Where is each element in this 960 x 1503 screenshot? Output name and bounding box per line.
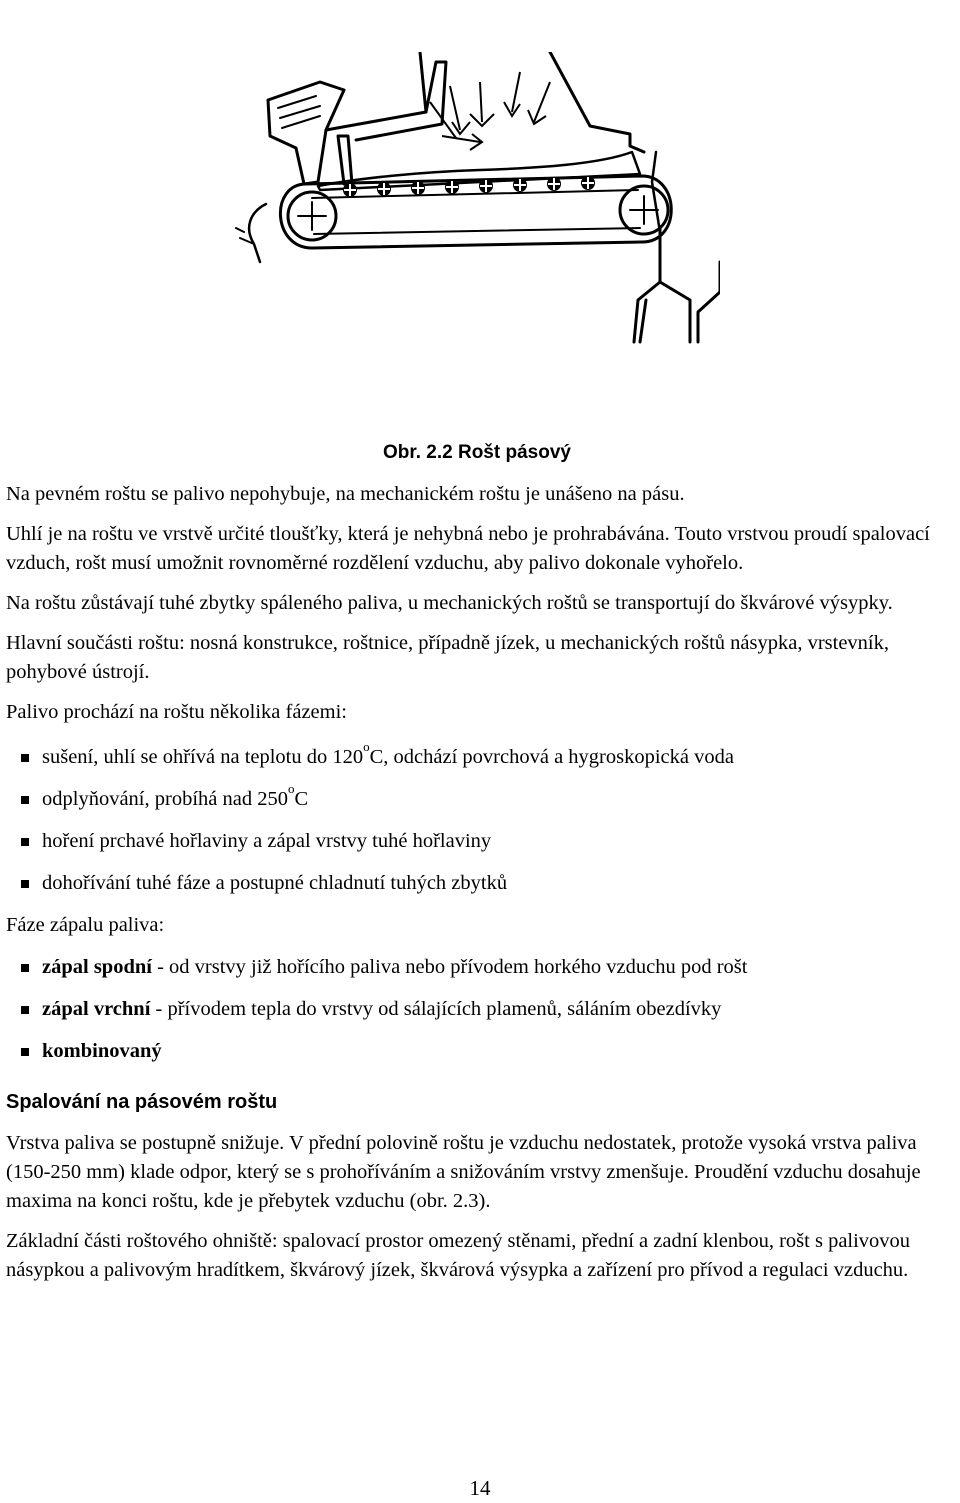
list-item: zápal spodní - od vrstvy již hořícího paliva nebo přívodem horkého vzduchu pod rošt xyxy=(6,953,954,982)
ignition-intro: Fáze zápalu paliva: xyxy=(6,914,165,936)
paragraph-5: Palivo prochází na roštu několika fázemi: xyxy=(6,701,347,723)
page-number: 14 xyxy=(469,1476,491,1500)
front-arch xyxy=(326,62,446,140)
flame-arrows xyxy=(430,72,550,150)
chain-grate-diagram xyxy=(220,52,720,352)
rear-wall xyxy=(550,52,644,152)
section-paragraph-1: Vrstva paliva se postupně snižuje. V přední polovině roštu je vzduchu nedostatek, protože vysoká vrstva paliva (150-250 mm) klade odpor, který se s prohoříváním a snižováním vrstvy zmenšuje. Proudění vzduchu dosahuje maxima na konci roštu, kde je přebytek vzduchu (obr. 2.3). xyxy=(6,1132,921,1212)
ash-hopper xyxy=(634,228,720,342)
list-item: kombinovaný xyxy=(6,1037,954,1066)
grate-belt xyxy=(280,176,671,248)
list-item: dohořívání tuhé fáze a postupné chladnutí tuhých zbytků xyxy=(6,869,954,898)
list-item: odplyňování, probíhá nad 250$^o$C xyxy=(6,785,954,814)
list-item: sušení, uhlí se ohřívá na teplotu do 120$^o$C, odchází povrchová a hygroskopická voda xyxy=(6,743,954,772)
fuel-gate xyxy=(338,136,352,184)
paragraph-2: Uhlí je na roštu ve vrstvě určité tloušťky, která je nehybná nebo je prohrabávána. Touto vrstvou proudí spalovací vzduch, rošt musí umožnit rovnoměrné rozdělení vzduchu, aby palivo dokonale vyhořelo. xyxy=(6,523,930,574)
hopper xyxy=(268,82,344,184)
section-paragraph-2: Základní části roštového ohniště: spalovací prostor omezený stěnami, přední a zadní klenbou, rošt s palivovou násypkou a palivovým hradítkem, škvárový jízek, škvárová výsypka a zařízení pro přívod a regulaci vzduchu. xyxy=(6,1230,911,1281)
list-item: hoření prchavé hořlaviny a zápal vrstvy tuhé hořlaviny xyxy=(6,827,954,856)
phases-list xyxy=(6,739,954,898)
figure-caption: Obr. 2.2 Rošt pásový xyxy=(383,442,571,463)
paragraph-4: Hlavní součásti roštu: nosná konstrukce, roštnice, případně jízek, u mechanických roštů násypka, vrstevník, pohybové ústrojí. xyxy=(6,632,889,683)
section-heading: Spalování na pásovém roštu xyxy=(6,1091,278,1113)
ignition-list xyxy=(6,953,954,1066)
document-body xyxy=(6,480,954,1296)
chain-grate-drawing xyxy=(220,52,720,352)
paragraph-3: Na roštu zůstávají tuhé zbytky spáleného paliva, u mechanických roštů se transportují do škvárové výsypky. xyxy=(6,592,893,614)
list-item: zápal vrchní - přívodem tepla do vrstvy od sálajících plamenů, sáláním obezdívky xyxy=(6,995,954,1024)
paragraph-1: Na pevném roštu se palivo nepohybuje, na mechanickém roštu je unášeno na pásu. xyxy=(6,483,685,505)
